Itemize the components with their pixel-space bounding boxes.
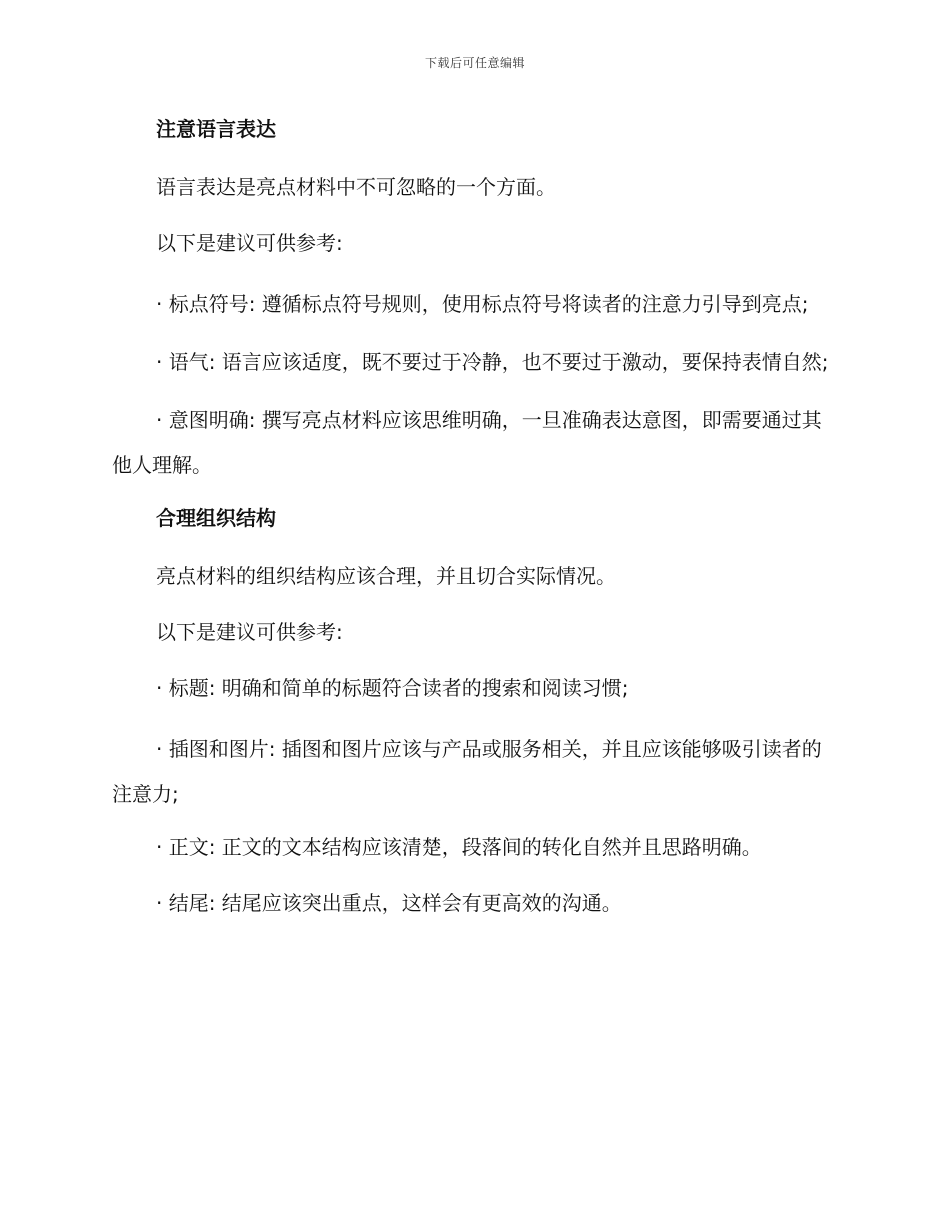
list-item: · 插图和图片: 插图和图片应该与产品或服务相关，并且应该能够吸引读者的注意力; (112, 737, 822, 806)
list-item: · 意图明确: 撰写亮点材料应该思维明确，一旦准确表达意图，即需要通过其他人理解。 (112, 408, 822, 477)
section-heading: 合理组织结构 (156, 506, 276, 530)
list-item: · 标点符号: 遵循标点符号规则，使用标点符号将读者的注意力引导到亮点; (156, 292, 809, 316)
section-heading: 注意语言表达 (156, 117, 276, 141)
list-item: · 语气: 语言应该适度，既不要过于冷静，也不要过于激动，要保持表情自然; (156, 350, 829, 374)
section-lead: 以下是建议可供参考: (156, 620, 343, 644)
section-intro: 亮点材料的组织结构应该合理，并且切合实际情况。 (156, 564, 616, 588)
list-item: · 标题: 明确和简单的标题符合读者的搜索和阅读习惯; (156, 676, 629, 700)
list-item: · 结尾: 结尾应该突出重点，这样会有更高效的沟通。 (156, 891, 622, 915)
section-intro: 语言表达是亮点材料中不可忽略的一个方面。 (156, 175, 556, 199)
document-body (112, 112, 830, 942)
header-note: 下载后可任意编辑 (424, 56, 525, 70)
list-item: · 正文: 正文的文本结构应该清楚，段落间的转化自然并且思路明确。 (156, 835, 762, 859)
section-lead: 以下是建议可供参考: (156, 231, 343, 255)
